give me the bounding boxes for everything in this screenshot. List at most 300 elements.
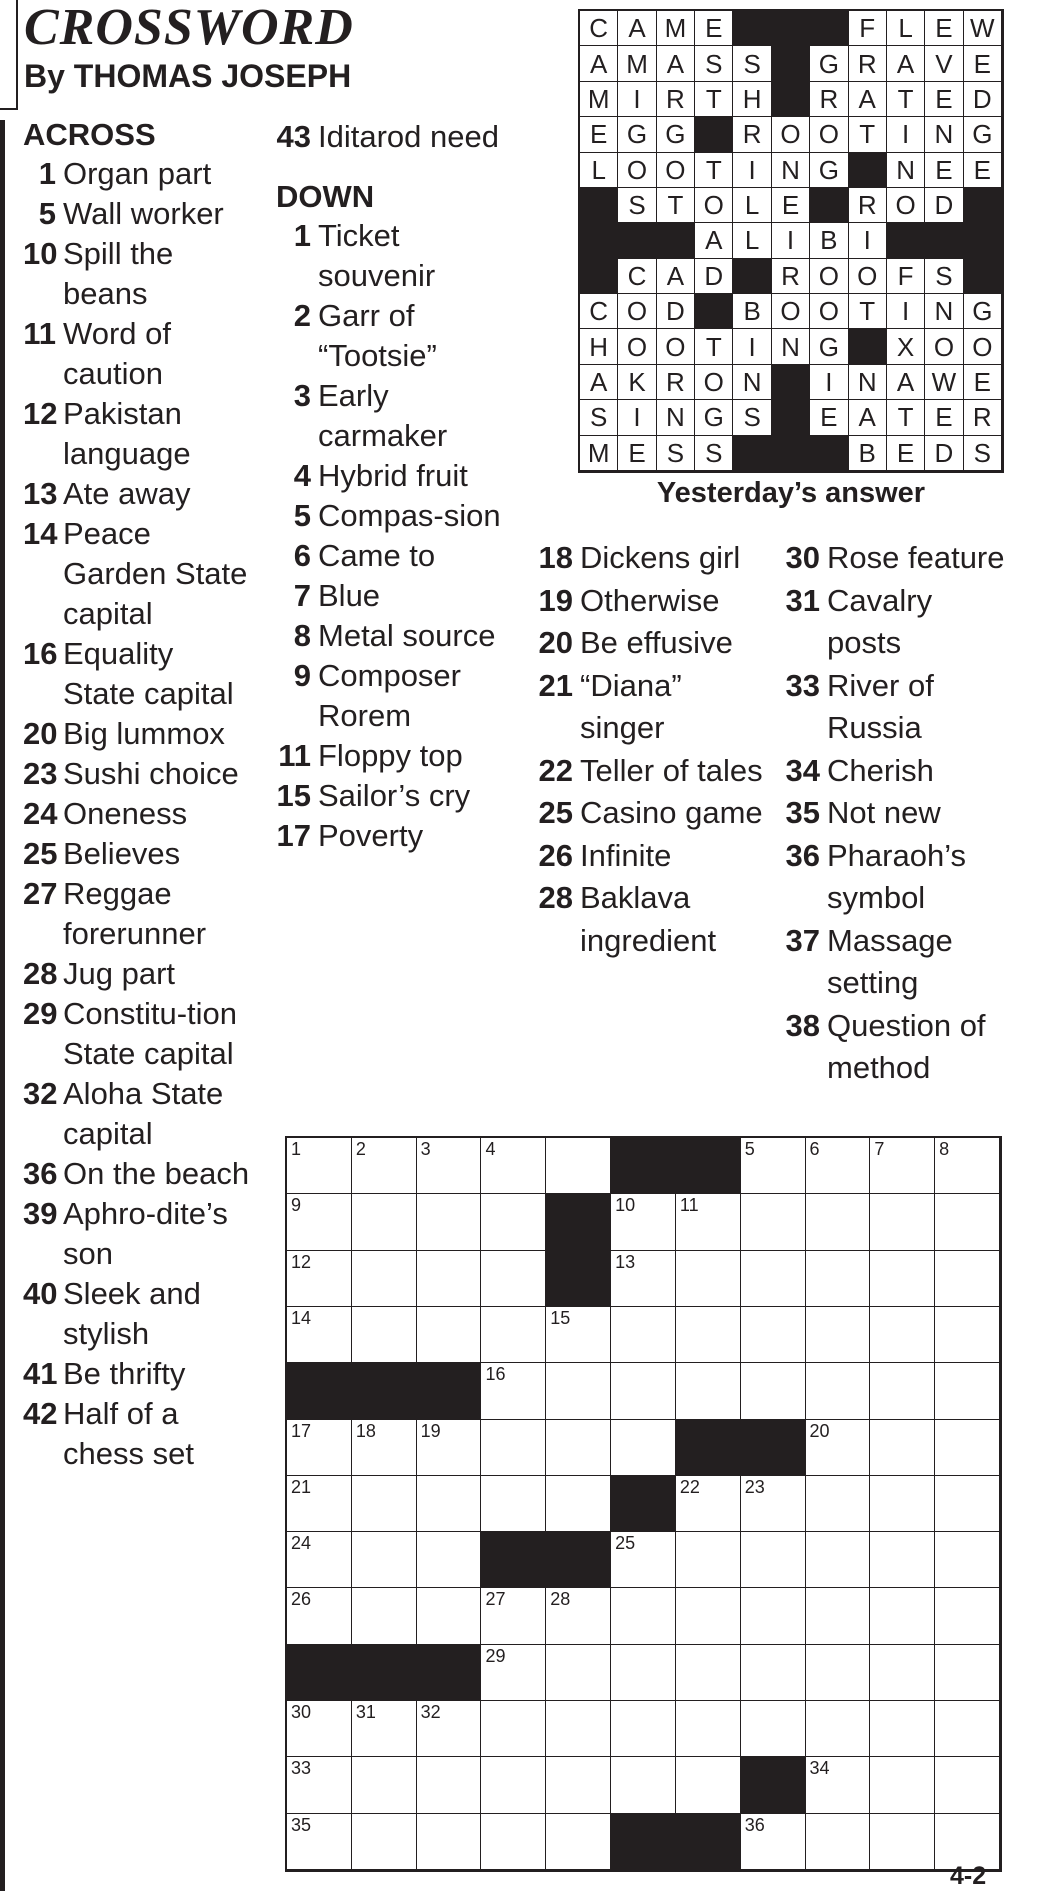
- grid-cell[interactable]: [546, 1814, 611, 1870]
- cell-number: 22: [679, 1476, 700, 1497]
- clue-down-33[interactable]: [777, 665, 1007, 750]
- clue-text: Floppy top: [318, 738, 463, 773]
- grid-cell[interactable]: [806, 1420, 871, 1476]
- grid-cell[interactable]: [417, 1307, 482, 1363]
- answer-cell: H: [733, 82, 771, 117]
- clue-across-23[interactable]: [23, 754, 253, 794]
- answer-cell: X: [887, 329, 925, 364]
- block-cell: [741, 1757, 806, 1813]
- answer-block-cell: [964, 259, 1002, 294]
- answer-cell: I: [733, 153, 771, 188]
- answer-cell: F: [849, 11, 887, 46]
- grid-cell[interactable]: [546, 1138, 611, 1194]
- grid-cell[interactable]: [546, 1588, 611, 1644]
- clue-text: Sleek and stylish: [63, 1276, 201, 1351]
- answer-cell: A: [580, 365, 618, 400]
- clue-across-10[interactable]: [23, 234, 253, 314]
- grid-cell[interactable]: [611, 1588, 676, 1644]
- clue-number: 38: [785, 1007, 820, 1043]
- grid-cell[interactable]: [287, 1194, 352, 1250]
- grid-cell[interactable]: [481, 1814, 546, 1870]
- answer-block-cell: [580, 188, 618, 223]
- grid-cell[interactable]: [417, 1251, 482, 1307]
- grid-cell[interactable]: [935, 1194, 1000, 1250]
- grid-cell[interactable]: [352, 1757, 417, 1813]
- frame-edge: [0, 120, 5, 1891]
- grid-cell[interactable]: [481, 1194, 546, 1250]
- clue-text: Teller of tales: [580, 752, 763, 788]
- cell-number: 5: [744, 1139, 755, 1159]
- grid-cell[interactable]: [352, 1701, 417, 1757]
- clue-down-25[interactable]: [528, 792, 773, 835]
- clue-number: 33: [785, 667, 820, 703]
- clue-number: 16: [23, 636, 58, 671]
- clue-text: Cherish: [827, 752, 934, 788]
- grid-cell[interactable]: [935, 1307, 1000, 1363]
- grid-cell[interactable]: [287, 1814, 352, 1870]
- grid-cell[interactable]: [481, 1363, 546, 1419]
- clue-down-21[interactable]: [528, 665, 773, 750]
- clue-across-20[interactable]: [23, 714, 253, 754]
- grid-cell[interactable]: [481, 1476, 546, 1532]
- grid-cell[interactable]: [935, 1251, 1000, 1307]
- answer-block-cell: [772, 365, 810, 400]
- grid-cell[interactable]: [417, 1420, 482, 1476]
- answer-cell: I: [618, 82, 656, 117]
- grid-cell[interactable]: [741, 1251, 806, 1307]
- grid-cell[interactable]: [611, 1701, 676, 1757]
- grid-cell[interactable]: [806, 1363, 871, 1419]
- clue-down-19[interactable]: [528, 580, 773, 623]
- clue-number: 43: [276, 119, 311, 154]
- answer-cell: T: [887, 82, 925, 117]
- grid-cell[interactable]: [611, 1532, 676, 1588]
- grid-cell[interactable]: [935, 1532, 1000, 1588]
- clue-down-36[interactable]: [777, 835, 1007, 920]
- answer-cell: T: [887, 400, 925, 435]
- grid-cell[interactable]: [546, 1307, 611, 1363]
- clue-across-25[interactable]: [23, 834, 253, 874]
- clue-down-28[interactable]: [528, 877, 773, 962]
- answer-cell: D: [657, 294, 695, 329]
- grid-cell[interactable]: [741, 1532, 806, 1588]
- clue-across-32[interactable]: [23, 1074, 253, 1154]
- grid-cell[interactable]: [870, 1645, 935, 1701]
- grid-cell[interactable]: [741, 1814, 806, 1870]
- grid-cell[interactable]: [481, 1420, 546, 1476]
- down-clue-list: [276, 216, 521, 856]
- grid-cell[interactable]: [287, 1757, 352, 1813]
- cell-number: 21: [291, 1476, 312, 1497]
- clue-down-35[interactable]: [777, 792, 1007, 835]
- grid-cell[interactable]: [481, 1757, 546, 1813]
- answer-cell: D: [925, 436, 963, 471]
- clue-text: “Diana” singer: [580, 667, 682, 745]
- answer-cell: A: [887, 46, 925, 81]
- clue-number: 12: [23, 396, 58, 431]
- answer-cell: L: [733, 223, 771, 258]
- answer-block-cell: [772, 11, 810, 46]
- grid-cell[interactable]: [417, 1701, 482, 1757]
- clue-text: Wall worker: [63, 196, 224, 231]
- cell-number: 28: [550, 1589, 571, 1610]
- cell-number: 3: [420, 1139, 431, 1159]
- grid-cell[interactable]: [676, 1757, 741, 1813]
- clue-number: 5: [38, 196, 56, 231]
- cell-number: 13: [615, 1251, 636, 1272]
- grid-cell[interactable]: [935, 1138, 1000, 1194]
- grid-cell[interactable]: [481, 1251, 546, 1307]
- grid-cell[interactable]: [481, 1588, 546, 1644]
- answer-cell: R: [849, 188, 887, 223]
- grid-cell[interactable]: [352, 1194, 417, 1250]
- answer-block-cell: [657, 223, 695, 258]
- clue-across-12[interactable]: [23, 394, 253, 474]
- grid-cell[interactable]: [611, 1307, 676, 1363]
- grid-cell[interactable]: [870, 1251, 935, 1307]
- clue-down-11[interactable]: [276, 736, 521, 776]
- grid-cell[interactable]: [676, 1532, 741, 1588]
- cell-number: 1: [291, 1139, 302, 1159]
- answer-cell: I: [887, 117, 925, 152]
- grid-cell[interactable]: [352, 1307, 417, 1363]
- answer-block-cell: [964, 223, 1002, 258]
- grid-cell[interactable]: [935, 1363, 1000, 1419]
- answer-cell: G: [964, 117, 1002, 152]
- answer-cell: G: [810, 153, 848, 188]
- answer-cell: H: [580, 329, 618, 364]
- answer-cell: G: [695, 400, 733, 435]
- grid-cell[interactable]: [870, 1757, 935, 1813]
- answer-cell: N: [733, 365, 771, 400]
- grid-cell[interactable]: [611, 1645, 676, 1701]
- answer-cell: A: [849, 400, 887, 435]
- block-cell: [481, 1532, 546, 1588]
- clue-across-11[interactable]: [23, 314, 253, 394]
- clue-down-30[interactable]: [777, 537, 1007, 580]
- clue-across-41[interactable]: [23, 1354, 253, 1394]
- yesterday-answer-label: Yesterday’s answer: [656, 477, 926, 509]
- clue-down-22[interactable]: [528, 750, 773, 793]
- clue-text: Composer Rorem: [318, 658, 461, 733]
- answer-cell: A: [657, 46, 695, 81]
- clue-across-29[interactable]: [23, 994, 253, 1074]
- cell-number: 26: [291, 1589, 312, 1610]
- clue-number: 11: [278, 738, 311, 773]
- clue-across-14[interactable]: [23, 514, 253, 634]
- grid-cell[interactable]: [611, 1757, 676, 1813]
- answer-block-cell: [772, 436, 810, 471]
- grid-cell[interactable]: [676, 1476, 741, 1532]
- grid-cell[interactable]: [741, 1701, 806, 1757]
- clue-down-20[interactable]: [528, 622, 773, 665]
- clue-across-40[interactable]: [23, 1274, 253, 1354]
- grid-cell[interactable]: [741, 1194, 806, 1250]
- grid-cell[interactable]: [741, 1138, 806, 1194]
- clue-down-38[interactable]: [777, 1005, 1007, 1090]
- cell-number: 2: [355, 1139, 366, 1159]
- grid-cell[interactable]: [611, 1251, 676, 1307]
- answer-cell: A: [887, 365, 925, 400]
- clue-number: 20: [23, 716, 58, 751]
- byline: By THOMAS JOSEPH: [24, 58, 352, 94]
- clue-down-15[interactable]: [276, 776, 521, 816]
- grid-cell[interactable]: [676, 1363, 741, 1419]
- grid-cell[interactable]: [935, 1420, 1000, 1476]
- grid-cell[interactable]: [481, 1645, 546, 1701]
- clue-down-9[interactable]: [276, 656, 521, 736]
- grid-cell[interactable]: [611, 1420, 676, 1476]
- grid-cell[interactable]: [676, 1701, 741, 1757]
- across-heading: ACROSS: [23, 117, 156, 152]
- clue-text: Word of caution: [63, 316, 171, 391]
- grid-cell[interactable]: [806, 1138, 871, 1194]
- grid-cell[interactable]: [287, 1138, 352, 1194]
- grid-cell[interactable]: [287, 1532, 352, 1588]
- grid-cell[interactable]: [741, 1645, 806, 1701]
- clue-text: Constitu-tion State capital: [63, 996, 238, 1071]
- grid-cell[interactable]: [741, 1307, 806, 1363]
- grid-cell[interactable]: [546, 1757, 611, 1813]
- answer-cell: E: [925, 82, 963, 117]
- clue-down-4[interactable]: [276, 456, 521, 496]
- answer-cell: S: [695, 46, 733, 81]
- clue-down-34[interactable]: [777, 750, 1007, 793]
- grid-cell[interactable]: [806, 1194, 871, 1250]
- answer-cell: E: [925, 153, 963, 188]
- block-cell: [741, 1420, 806, 1476]
- grid-cell[interactable]: [676, 1194, 741, 1250]
- clue-number: 25: [538, 795, 573, 830]
- grid-cell[interactable]: [481, 1138, 546, 1194]
- grid-cell[interactable]: [806, 1814, 871, 1870]
- answer-cell: G: [810, 46, 848, 81]
- answer-cell: D: [964, 82, 1002, 117]
- grid-cell[interactable]: [352, 1588, 417, 1644]
- grid-cell[interactable]: [287, 1476, 352, 1532]
- grid-cell[interactable]: [352, 1532, 417, 1588]
- clue-text: Sailor’s cry: [318, 778, 471, 813]
- clue-across-27[interactable]: [23, 874, 253, 954]
- clue-across-16[interactable]: [23, 634, 253, 714]
- grid-cell[interactable]: [870, 1476, 935, 1532]
- grid-cell[interactable]: [546, 1476, 611, 1532]
- answer-cell: O: [618, 294, 656, 329]
- cell-number: 33: [291, 1758, 312, 1779]
- cell-number: 29: [485, 1645, 506, 1666]
- clue-number: 27: [23, 876, 58, 911]
- clue-across-24[interactable]: [23, 794, 253, 834]
- grid-cell[interactable]: [417, 1532, 482, 1588]
- grid-cell[interactable]: [870, 1532, 935, 1588]
- grid-cell[interactable]: [935, 1701, 1000, 1757]
- clue-number: 9: [293, 658, 311, 693]
- grid-cell[interactable]: [935, 1645, 1000, 1701]
- clue-number: 11: [23, 316, 56, 351]
- clue-text: On the beach: [63, 1156, 250, 1191]
- clue-down-26[interactable]: [528, 835, 773, 878]
- clue-number: 2: [293, 298, 311, 333]
- grid-cell[interactable]: [806, 1701, 871, 1757]
- answer-cell: S: [657, 436, 695, 471]
- grid-cell[interactable]: [546, 1420, 611, 1476]
- clue-text: Pharaoh’s symbol: [827, 837, 967, 915]
- grid-cell[interactable]: [870, 1588, 935, 1644]
- frame-corner: [0, 0, 18, 110]
- grid-cell[interactable]: [287, 1307, 352, 1363]
- answer-cell: E: [964, 365, 1002, 400]
- grid-cell[interactable]: [352, 1814, 417, 1870]
- answer-cell: M: [618, 46, 656, 81]
- clue-text: Ticket souvenir: [318, 218, 436, 293]
- grid-cell[interactable]: [935, 1757, 1000, 1813]
- answer-cell: C: [580, 294, 618, 329]
- grid-cell[interactable]: [806, 1757, 871, 1813]
- grid-cell[interactable]: [287, 1701, 352, 1757]
- answer-cell: S: [925, 259, 963, 294]
- answer-cell: N: [925, 294, 963, 329]
- answer-block-cell: [733, 436, 771, 471]
- answer-cell: N: [849, 365, 887, 400]
- grid-cell[interactable]: [870, 1814, 935, 1870]
- grid-cell[interactable]: [481, 1701, 546, 1757]
- grid-cell[interactable]: [417, 1194, 482, 1250]
- clue-down-37[interactable]: [777, 920, 1007, 1005]
- clue-across-42[interactable]: [23, 1394, 253, 1474]
- clue-down-3[interactable]: [276, 376, 521, 456]
- clue-text: Infinite: [580, 837, 672, 873]
- grid-cell[interactable]: [676, 1307, 741, 1363]
- grid-cell[interactable]: [741, 1476, 806, 1532]
- grid-cell[interactable]: [352, 1251, 417, 1307]
- clue-down-7[interactable]: [276, 576, 521, 616]
- answer-cell: M: [580, 82, 618, 117]
- grid-cell[interactable]: [935, 1476, 1000, 1532]
- answer-cell: O: [772, 117, 810, 152]
- clue-down-18[interactable]: [528, 537, 773, 580]
- grid-cell[interactable]: [741, 1588, 806, 1644]
- clue-text: Aphro-dite’s son: [63, 1196, 228, 1271]
- grid-cell[interactable]: [870, 1420, 935, 1476]
- grid-cell[interactable]: [287, 1420, 352, 1476]
- answer-cell: O: [695, 365, 733, 400]
- grid-cell[interactable]: [611, 1363, 676, 1419]
- grid-cell[interactable]: [546, 1363, 611, 1419]
- grid-cell[interactable]: [806, 1532, 871, 1588]
- grid-cell[interactable]: [417, 1814, 482, 1870]
- grid-cell[interactable]: [676, 1588, 741, 1644]
- grid-cell[interactable]: [806, 1307, 871, 1363]
- cell-number: 32: [420, 1702, 441, 1723]
- clue-text: Dickens girl: [580, 540, 741, 575]
- answer-cell: A: [849, 82, 887, 117]
- clue-down-31[interactable]: [777, 580, 1007, 665]
- grid-cell[interactable]: [611, 1194, 676, 1250]
- cell-number: 25: [615, 1533, 636, 1554]
- grid-cell[interactable]: [870, 1701, 935, 1757]
- grid-cell[interactable]: [417, 1138, 482, 1194]
- clue-number: 42: [23, 1396, 58, 1431]
- grid-cell[interactable]: [481, 1307, 546, 1363]
- grid-cell[interactable]: [546, 1701, 611, 1757]
- grid-cell[interactable]: [806, 1645, 871, 1701]
- grid-cell[interactable]: [352, 1420, 417, 1476]
- answer-cell: D: [695, 259, 733, 294]
- grid-cell[interactable]: [935, 1588, 1000, 1644]
- grid-cell[interactable]: [741, 1363, 806, 1419]
- clue-down-1[interactable]: [276, 216, 521, 296]
- answer-cell: E: [925, 400, 963, 435]
- clue-down-6[interactable]: [276, 536, 521, 576]
- grid-cell[interactable]: [546, 1645, 611, 1701]
- answer-cell: L: [887, 11, 925, 46]
- cell-number: 17: [291, 1420, 312, 1441]
- answer-cell: G: [618, 117, 656, 152]
- clue-text: Organ part: [63, 156, 212, 191]
- answer-cell: C: [580, 11, 618, 46]
- answer-cell: R: [772, 259, 810, 294]
- grid-cell[interactable]: [676, 1645, 741, 1701]
- clue-across-36[interactable]: [23, 1154, 253, 1194]
- answer-block-cell: [695, 294, 733, 329]
- answer-cell: B: [733, 294, 771, 329]
- clue-across-5[interactable]: [23, 194, 253, 234]
- grid-cell[interactable]: [806, 1476, 871, 1532]
- clue-down-5[interactable]: [276, 496, 521, 536]
- clue-text: Be effusive: [580, 625, 733, 660]
- clue-text: Not new: [827, 795, 941, 830]
- grid-cell[interactable]: [870, 1194, 935, 1250]
- grid-cell[interactable]: [352, 1476, 417, 1532]
- clue-across-43[interactable]: [276, 117, 521, 157]
- grid-cell[interactable]: [417, 1588, 482, 1644]
- grid-cell[interactable]: [287, 1251, 352, 1307]
- clue-across-13[interactable]: [23, 474, 253, 514]
- puzzle-id: 4-2: [950, 1862, 987, 1890]
- clue-across-1[interactable]: [23, 154, 253, 194]
- clue-across-28[interactable]: [23, 954, 253, 994]
- clue-across-39[interactable]: [23, 1194, 253, 1274]
- answer-cell: M: [580, 436, 618, 471]
- clue-down-2[interactable]: [276, 296, 521, 376]
- clue-text: Peace Garden State capital: [63, 516, 248, 631]
- grid-cell[interactable]: [352, 1138, 417, 1194]
- grid-cell[interactable]: [806, 1588, 871, 1644]
- grid-cell[interactable]: [417, 1757, 482, 1813]
- grid-cell[interactable]: [287, 1588, 352, 1644]
- grid-cell[interactable]: [870, 1307, 935, 1363]
- clue-down-8[interactable]: [276, 616, 521, 656]
- clue-down-17[interactable]: [276, 816, 521, 856]
- grid-cell[interactable]: [417, 1476, 482, 1532]
- grid-cell[interactable]: [806, 1251, 871, 1307]
- answer-cell: W: [925, 365, 963, 400]
- clue-text: Casino game: [580, 795, 763, 830]
- answer-cell: R: [964, 400, 1002, 435]
- clue-number: 5: [293, 498, 311, 533]
- block-cell: [287, 1363, 352, 1419]
- clue-text: Massage setting: [827, 922, 953, 1000]
- grid-cell[interactable]: [870, 1363, 935, 1419]
- grid-cell[interactable]: [676, 1251, 741, 1307]
- answer-block-cell: [580, 259, 618, 294]
- grid-cell[interactable]: [870, 1138, 935, 1194]
- answer-block-cell: [772, 82, 810, 117]
- clue-number: 24: [23, 796, 58, 831]
- answer-cell: E: [925, 11, 963, 46]
- cell-number: 7: [874, 1139, 885, 1159]
- cell-number: 20: [809, 1420, 830, 1441]
